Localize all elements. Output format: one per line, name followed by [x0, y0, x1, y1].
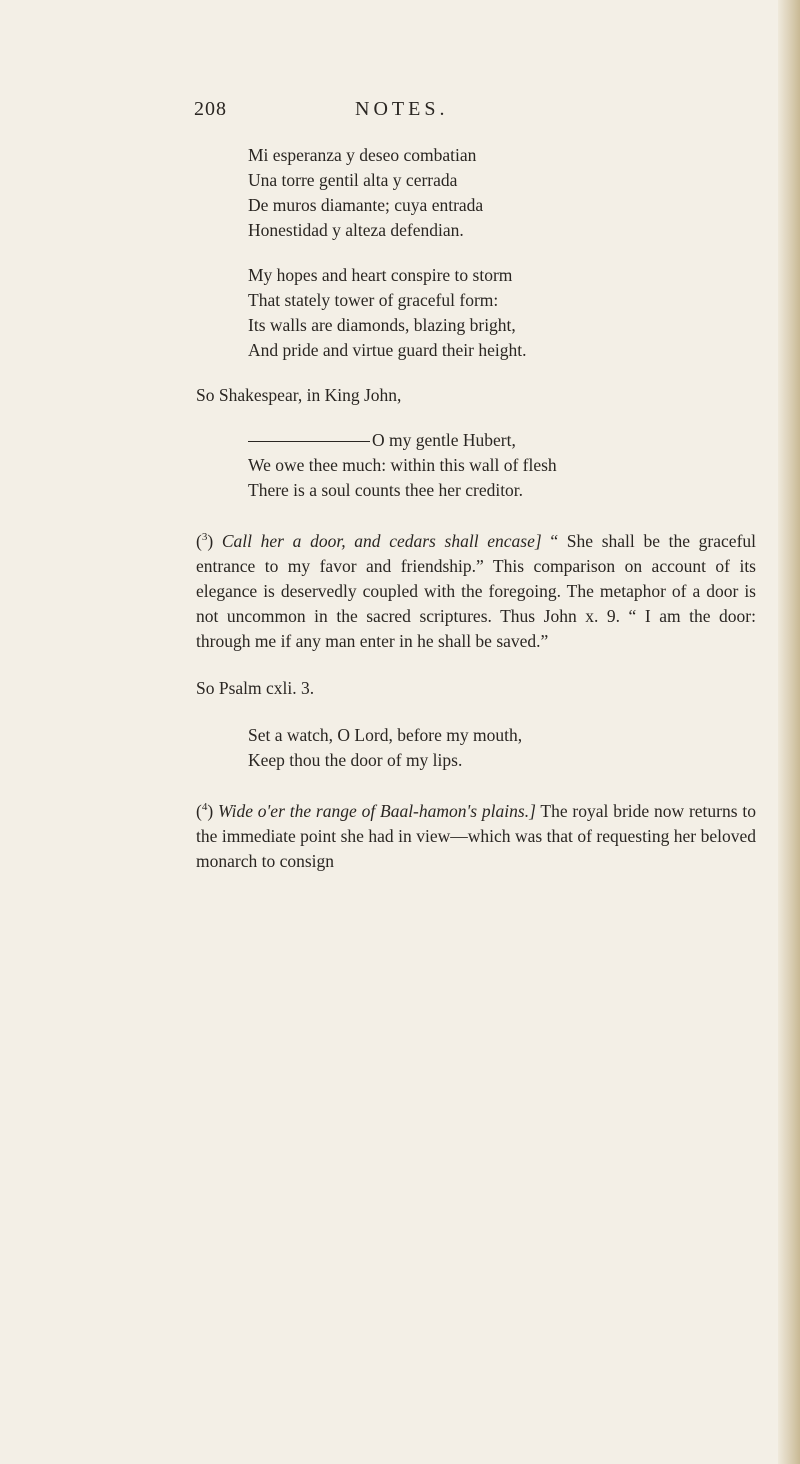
verse-line: There is a soul counts thee her creditor. — [248, 480, 524, 500]
verse-text: O my gentle Hubert, — [372, 430, 516, 450]
verse-line: And pride and virtue guard their height. — [248, 340, 527, 360]
note-4: ($^4$) Wide o'er the range of Baal-hamon's plains.] The royal bride now returns to the immediate point she had in view—which was that of requesting her beloved monarch to consign — [196, 800, 756, 871]
verse-line: We owe thee much: within this wall of flesh — [248, 455, 557, 475]
note-marker: 3 — [201, 531, 208, 543]
note-lemma: Call her a door, and cedars shall encase] — [221, 530, 542, 551]
verse-line: Keep thou the door of my lips. — [248, 749, 463, 770]
running-head: NOTES. — [355, 98, 449, 120]
psalm-verse — [248, 723, 756, 773]
verse-line: Mi esperanza y deseo combatian — [248, 145, 477, 165]
page-body — [196, 143, 756, 874]
note-3: ($^3$) Call her a door, and cedars shall encase] “ She shall be the graceful entrance to my favor and friendship.” This comparison on account of its elegance is deservedly coupled with the foregoing. The metaphor of a door is not uncommon in the sacred scriptures. Thus John x. 9. “ I am the door: through me if any man enter in he shall be saved.” — [196, 530, 757, 651]
verse-line: Set a watch, O Lord, before my mouth, — [248, 724, 523, 745]
verse-line: That stately tower of graceful form: — [248, 290, 499, 310]
page-number: 208 — [194, 98, 227, 120]
shakespeare-intro: So Shakespear, in King John, — [196, 385, 402, 405]
verse-line: My hopes and heart conspire to storm — [248, 265, 513, 285]
page-header — [0, 98, 800, 128]
dash-rule — [248, 441, 370, 442]
note-text: The royal bride now returns to the immediate point she had in view—which was that of requesting her beloved monarch to consign — [196, 800, 756, 871]
verse-line — [248, 428, 756, 453]
verse-line: Honestidad y alteza defendian. — [248, 220, 464, 240]
spanish-verse — [248, 143, 756, 243]
note-text: “ She shall be the graceful entrance to my favor and friendship.” This comparison on account of its elegance is deservedly coupled with the foregoing. The metaphor of a door is not uncommon in the sacred scriptures. Thus John x. 9. “ I am the door: through me if any man enter in he shall be saved.” — [196, 530, 757, 651]
english-verse — [248, 263, 756, 363]
hubert-verse — [248, 428, 756, 503]
page-edge — [778, 0, 800, 1464]
verse-line: De muros diamante; cuya entrada — [248, 195, 484, 215]
note-lemma: Wide o'er the range of Baal-hamon's plains.] — [217, 800, 536, 821]
verse-line: Una torre gentil alta y cerrada — [248, 170, 458, 190]
verse-line: Its walls are diamonds, blazing bright, — [248, 315, 516, 335]
note-marker: 4 — [201, 800, 208, 813]
psalm-intro: So Psalm cxli. 3. — [196, 677, 315, 698]
